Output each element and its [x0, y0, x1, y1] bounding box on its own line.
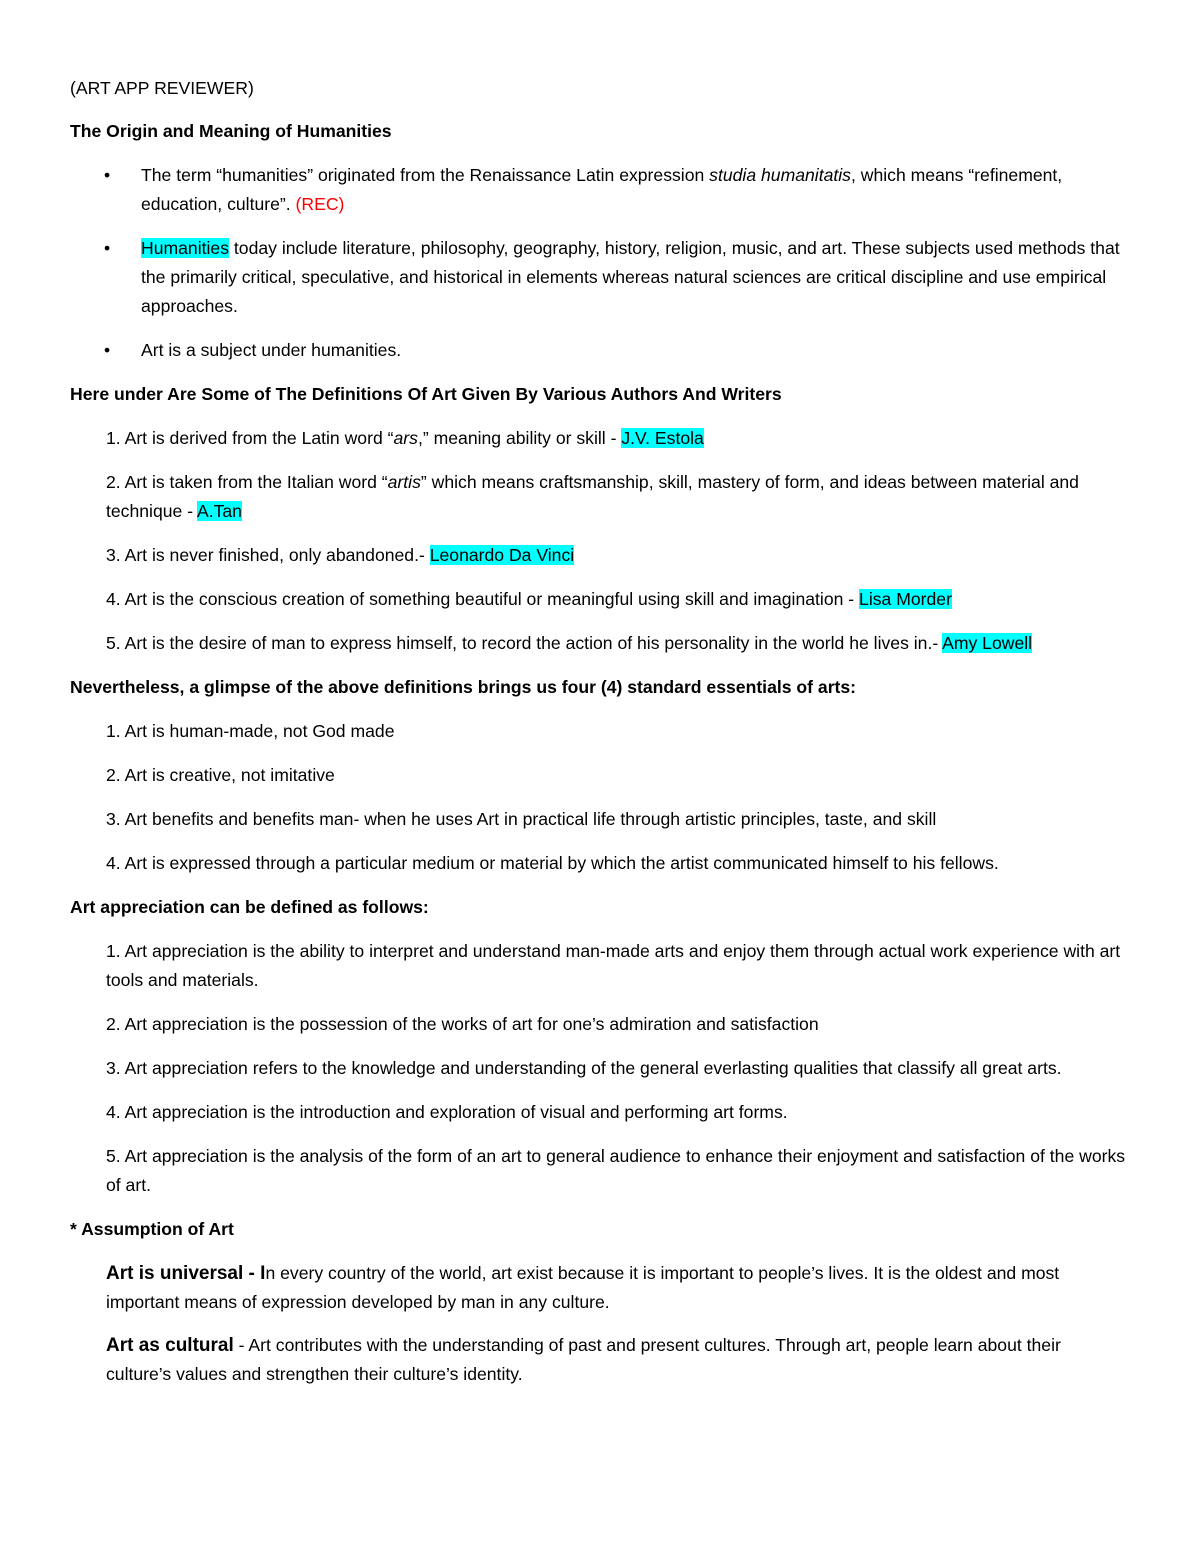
definition-item [70, 424, 1130, 453]
bullet-text: today include literature, philosophy, geography, history, religion, music, and art. These subjects used methods that the primarily critical, speculative, and historical in elements whereas natural sciences are critical discipline and use empirical approaches. [141, 238, 1120, 316]
highlighted-term: Humanities [141, 238, 230, 258]
definition-item [70, 585, 1130, 614]
definition-text: 5. Art is the desire of man to express himself, to record the action of his personality in the world he lives in.- [106, 633, 943, 653]
definition-text: 3. Art is never finished, only abandoned.- [106, 545, 430, 565]
definition-text: ” which means craftsmanship, skill, mastery of form, and ideas between material and technique - [106, 472, 1079, 521]
assumption-term: Art is universal - I [106, 1263, 266, 1284]
section-heading-assumption: * Assumption of Art [70, 1219, 234, 1239]
section-heading-appreciation: Art appreciation can be defined as follows: [70, 897, 429, 917]
essential-item: 2. Art is creative, not imitative [106, 765, 335, 785]
list-item [70, 161, 1130, 219]
list-item [70, 234, 1130, 321]
definition-text: ,” meaning ability or skill - [417, 428, 622, 448]
assumption-term: Art as cultural [106, 1335, 234, 1356]
appreciation-item: 2. Art appreciation is the possession of the works of art for one’s admiration and satisfaction [106, 1014, 819, 1034]
appreciation-item: 4. Art appreciation is the introduction and exploration of visual and performing art forms. [106, 1102, 788, 1122]
essential-item: 3. Art benefits and benefits man- when he uses Art in practical life through artistic principles, taste, and skill [106, 809, 937, 829]
definition-item [70, 629, 1130, 658]
section-heading-essentials: Nevertheless, a glimpse of the above definitions brings us four (4) standard essentials of arts: [70, 677, 857, 697]
author-highlight: A.Tan [196, 501, 242, 521]
definition-item [70, 541, 1130, 570]
bullet-text: The term “humanities” originated from the Renaissance Latin expression [141, 165, 710, 185]
appreciation-item: 3. Art appreciation refers to the knowledge and understanding of the general everlasting qualities that classify all great arts. [106, 1058, 1062, 1078]
bullet-text: , which means “refinement, education, culture”. [141, 165, 1063, 214]
list-item [70, 336, 1130, 365]
latin-word: ars [393, 428, 418, 448]
assumption-item [70, 1259, 1130, 1317]
appreciation-item: 1. Art appreciation is the ability to interpret and understand man-made arts and enjoy them through actual work experience with art tools and materials. [106, 941, 1121, 990]
document-title: (ART APP REVIEWER) [70, 78, 254, 98]
bullet-icon: • [104, 165, 111, 185]
humanities-bullet-list [70, 161, 1130, 365]
essential-item: 1. Art is human-made, not God made [106, 721, 395, 741]
author-highlight: Leonardo Da Vinci [429, 545, 575, 565]
rec-tag: (REC) [295, 194, 345, 214]
section-heading-origin: The Origin and Meaning of Humanities [70, 121, 392, 141]
assumption-text: n every country of the world, art exist because it is important to people’s lives. It is the oldest and most important means of expression developed by man in any culture. [106, 1263, 1060, 1312]
author-highlight: Lisa Morder [859, 589, 952, 609]
latin-expression: studia humanitatis [709, 165, 851, 185]
section-heading-definitions: Here under Are Some of The Definitions Of Art Given By Various Authors And Writers [70, 384, 782, 404]
author-highlight: J.V. Estola [621, 428, 704, 448]
definition-text: 4. Art is the conscious creation of something beautiful or meaningful using skill and imagination - [106, 589, 860, 609]
bullet-icon: • [104, 238, 111, 258]
definition-text: 2. Art is taken from the Italian word “ [106, 472, 388, 492]
essential-item: 4. Art is expressed through a particular medium or material by which the artist communicated himself to his fellows. [106, 853, 999, 873]
definition-item [70, 468, 1130, 526]
author-highlight: Amy Lowell [942, 633, 1033, 653]
appreciation-item: 5. Art appreciation is the analysis of the form of an art to general audience to enhance their enjoyment and satisfaction of the works of art. [106, 1146, 1126, 1195]
bullet-text: Art is a subject under humanities. [141, 340, 402, 360]
bullet-icon: • [104, 340, 111, 360]
assumption-item [70, 1331, 1130, 1389]
assumption-text: - Art contributes with the understanding of past and present cultures. Through art, people learn about their culture’s values and strengthen their culture’s identity. [106, 1335, 1061, 1384]
italian-word: artis [387, 472, 421, 492]
definition-text: 1. Art is derived from the Latin word “ [106, 428, 394, 448]
